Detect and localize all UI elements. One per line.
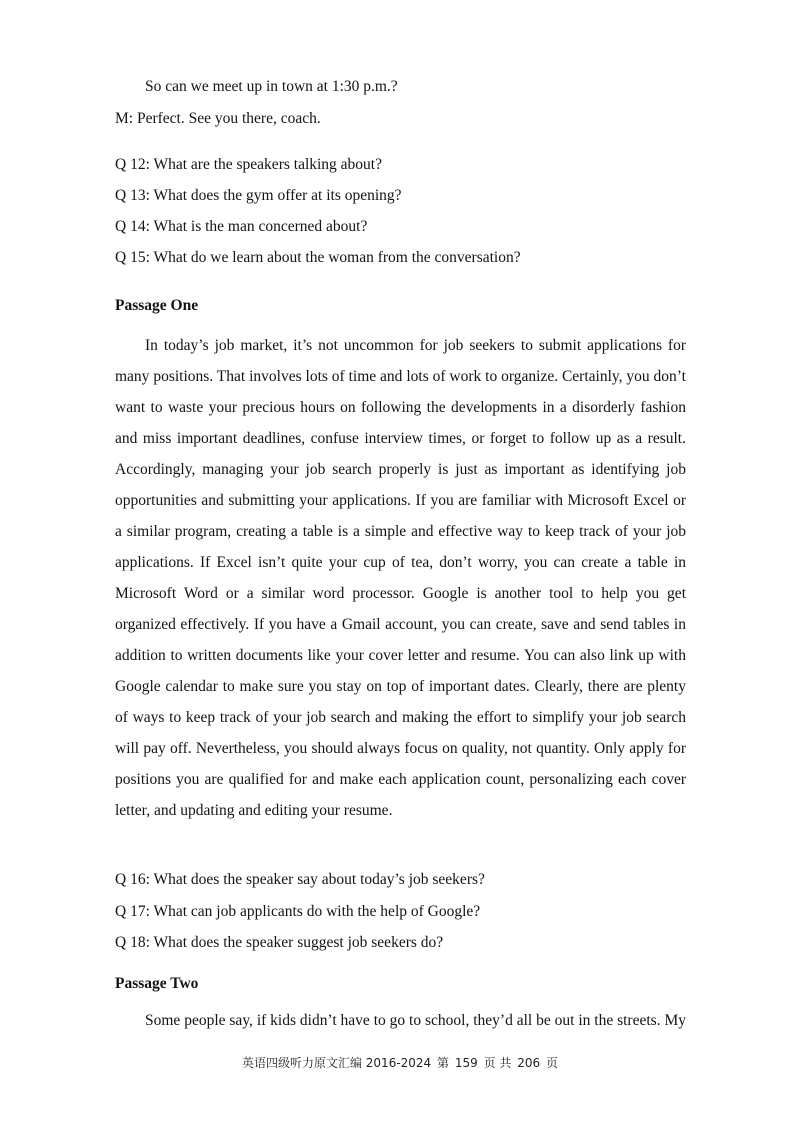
- page-footer: [0, 1054, 800, 1071]
- footer-page-prefix: 第: [437, 1056, 450, 1070]
- footer-page-total: 206: [517, 1056, 541, 1070]
- footer-page-suffix: 页: [546, 1056, 559, 1070]
- dialogue-line: So can we meet up in town at 1:30 p.m.?: [145, 78, 398, 95]
- section-heading: Passage Two: [115, 975, 199, 992]
- passage-paragraph: Some people say, if kids didn’t have to go to school, they’d all be out in the streets. My: [145, 1012, 686, 1029]
- section-heading: Passage One: [115, 297, 199, 314]
- dialogue-line: M: Perfect. See you there, coach.: [115, 110, 321, 127]
- footer-title: 英语四级听力原文汇编 2016-2024: [241, 1056, 432, 1070]
- question-item: Q 15: What do we learn about the woman from the conversation?: [115, 249, 521, 266]
- question-item: Q 16: What does the speaker say about today’s job seekers?: [115, 871, 485, 888]
- question-item: Q 12: What are the speakers talking about?: [115, 156, 382, 173]
- question-item: Q 13: What does the gym offer at its opening?: [115, 187, 402, 204]
- footer-page-mid: 页 共: [483, 1056, 512, 1070]
- passage-paragraph: In today’s job market, it’s not uncommon for job seekers to submit applications for many positions. That involves lots of time and lots of work to organize. Certainly, you don’t want to waste your precious hours on following the developments in a disorderly fashion and miss important deadlines, confuse interview times, or forget to follow up as a result. Accordingly, managing your job search properly is just as important as identifying job opportunities and submitting your applications. If you are familiar with Microsoft Excel or a similar program, creating a table is a simple and effective way to keep track of your job applications. If Excel isn’t quite your cup of tea, don’t worry, you can create a table in Microsoft Word or a similar word processor. Google is another tool to help you get organized effectively. If you have a Gmail account, you can create, save and send tables in addition to written documents like your cover letter and resume. You can also link up with Google calendar to make sure you stay on top of important dates. Clearly, there are plenty of ways to keep track of your job search and making the effort to simplify your job search will pay off. Nevertheless, you should always focus on quality, not quantity. Only apply for positions you are qualified for and make each application count, personalizing each cover letter, and updating and editing your resume.: [115, 337, 686, 819]
- question-item: Q 18: What does the speaker suggest job seekers do?: [115, 934, 444, 951]
- question-item: Q 14: What is the man concerned about?: [115, 218, 368, 235]
- footer-page-current: 159: [454, 1056, 478, 1070]
- question-item: Q 17: What can job applicants do with the help of Google?: [115, 903, 481, 920]
